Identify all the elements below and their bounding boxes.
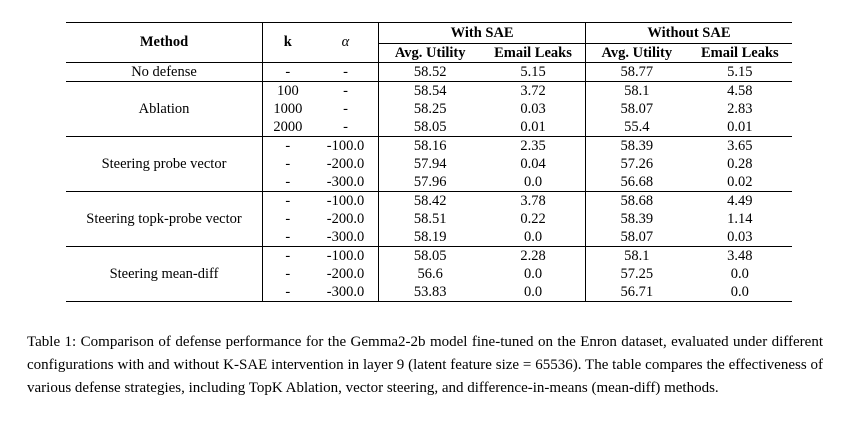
cell-alpha: - (343, 100, 348, 117)
cell-k: - (263, 192, 313, 211)
header-with-sae: With SAE (379, 23, 586, 44)
cell-with-email-leaks: 5.15 (481, 63, 585, 82)
cell-alpha: -200.0 (326, 210, 365, 227)
cell-with-avg-utility: 57.94 (379, 155, 481, 173)
cell-alpha: -100.0 (313, 247, 379, 266)
cell-with-avg-utility: 58.05 (379, 247, 481, 266)
cell-alpha: -200.0 (326, 265, 365, 282)
cell-alpha: -100.0 (313, 192, 379, 211)
cell-with-email-leaks: 3.78 (481, 192, 585, 211)
cell-without-avg-utility: 58.07 (585, 100, 687, 118)
cell-method: Steering probe vector (66, 137, 263, 192)
table-row (66, 82, 792, 101)
cell-method: Steering topk-probe vector (66, 192, 263, 247)
cell-k: - (263, 228, 313, 247)
cell-without-email-leaks: 3.65 (688, 137, 792, 156)
cell-with-avg-utility: 57.96 (379, 173, 481, 192)
cell-without-email-leaks: 5.15 (688, 63, 792, 82)
cell-k: - (263, 63, 313, 82)
cell-with-avg-utility: 53.83 (379, 283, 481, 302)
cell-without-avg-utility: 56.71 (585, 283, 687, 302)
cell-alpha: -100.0 (313, 137, 379, 156)
header-row-top (66, 23, 792, 44)
cell-with-avg-utility: 58.54 (379, 82, 481, 101)
cell-alpha: -300.0 (313, 283, 379, 302)
cell-without-avg-utility: 55.4 (585, 118, 687, 137)
cell-with-avg-utility: 58.51 (379, 210, 481, 228)
cell-without-avg-utility: 58.39 (585, 210, 687, 228)
table-body (66, 63, 792, 302)
cell-without-avg-utility: 58.07 (585, 228, 687, 247)
header-alpha: α (313, 23, 379, 63)
cell-without-avg-utility: 58.77 (585, 63, 687, 82)
cell-with-email-leaks: 0.22 (520, 210, 546, 227)
cell-k: 2000 (263, 118, 313, 137)
cell-without-email-leaks: 3.48 (688, 247, 792, 266)
cell-without-avg-utility: 57.26 (585, 155, 687, 173)
results-table (66, 22, 792, 302)
cell-with-email-leaks: 2.35 (481, 137, 585, 156)
cell-without-email-leaks: 0.02 (727, 173, 753, 190)
header-method: Method (66, 23, 263, 63)
cell-with-email-leaks: 0.0 (523, 265, 543, 282)
cell-k: - (263, 283, 313, 302)
cell-k: - (263, 155, 313, 173)
cell-k: - (263, 265, 313, 283)
cell-with-email-leaks: 0.0 (523, 173, 543, 190)
cell-k: - (263, 247, 313, 266)
header-k: k (263, 23, 313, 63)
cell-without-email-leaks: 4.58 (688, 82, 792, 101)
cell-k: 100 (263, 82, 313, 101)
cell-with-avg-utility: 56.6 (379, 265, 481, 283)
cell-with-avg-utility: 58.16 (379, 137, 481, 156)
cell-with-avg-utility: 58.25 (379, 100, 481, 118)
cell-without-avg-utility: 58.39 (585, 137, 687, 156)
cell-alpha: - (313, 63, 379, 82)
cell-with-email-leaks: 0.03 (520, 100, 546, 117)
cell-with-email-leaks: 0.0 (481, 283, 585, 302)
cell-with-avg-utility: 58.05 (379, 118, 481, 137)
cell-with-email-leaks: 3.72 (481, 82, 585, 101)
cell-k: - (263, 173, 313, 192)
cell-method: Steering mean-diff (66, 247, 263, 302)
cell-alpha: - (343, 118, 348, 135)
cell-method: No defense (66, 63, 263, 82)
cell-without-avg-utility: 57.25 (585, 265, 687, 283)
cell-with-avg-utility: 58.19 (379, 228, 481, 247)
table-row (66, 63, 792, 82)
header-without-sae: Without SAE (585, 23, 792, 44)
cell-with-email-leaks: 2.28 (481, 247, 585, 266)
table-row (66, 192, 792, 211)
table-row (66, 247, 792, 266)
cell-without-email-leaks: 0.0 (730, 265, 749, 282)
cell-without-email-leaks: 2.83 (727, 100, 753, 117)
cell-with-avg-utility: 58.42 (379, 192, 481, 211)
cell-without-email-leaks: 0.01 (727, 118, 753, 135)
table-caption: Table 1: Comparison of defense performance for the Gemma2-2b model fine-tuned on the Enron dataset, evaluated under different configurations with and without K-SAE intervention in layer 9 (latent feature size = 65536). The table compares the effectiveness of various defense strategies, including TopK Ablation, vector steering, and difference-in-means (mean-diff) methods. (27, 334, 823, 396)
header-with-email-leaks: Email Leaks (494, 44, 572, 61)
table-row (66, 137, 792, 156)
cell-method: Ablation (66, 82, 263, 137)
cell-with-email-leaks: 0.04 (520, 155, 546, 172)
header-without-avg-utility: Avg. Utility (585, 44, 687, 63)
cell-alpha: -300.0 (326, 228, 365, 245)
cell-with-email-leaks: 0.01 (520, 118, 546, 135)
cell-k: 1000 (263, 100, 313, 118)
cell-alpha: - (313, 82, 379, 101)
cell-without-avg-utility: 58.68 (585, 192, 687, 211)
cell-without-avg-utility: 56.68 (585, 173, 687, 192)
header-with-avg-utility: Avg. Utility (379, 44, 481, 63)
cell-without-email-leaks: 0.0 (688, 283, 792, 302)
cell-k: - (263, 137, 313, 156)
cell-with-avg-utility: 58.52 (379, 63, 481, 82)
cell-with-email-leaks: 0.0 (523, 228, 543, 245)
cell-without-email-leaks: 0.03 (727, 228, 753, 245)
cell-k: - (263, 210, 313, 228)
cell-without-email-leaks: 0.28 (727, 155, 753, 172)
cell-without-email-leaks: 1.14 (727, 210, 753, 227)
cell-alpha: -200.0 (326, 155, 365, 172)
cell-without-email-leaks: 4.49 (688, 192, 792, 211)
header-without-email-leaks: Email Leaks (700, 44, 779, 61)
cell-alpha: -300.0 (326, 173, 365, 190)
cell-without-avg-utility: 58.1 (585, 82, 687, 101)
cell-without-avg-utility: 58.1 (585, 247, 687, 266)
